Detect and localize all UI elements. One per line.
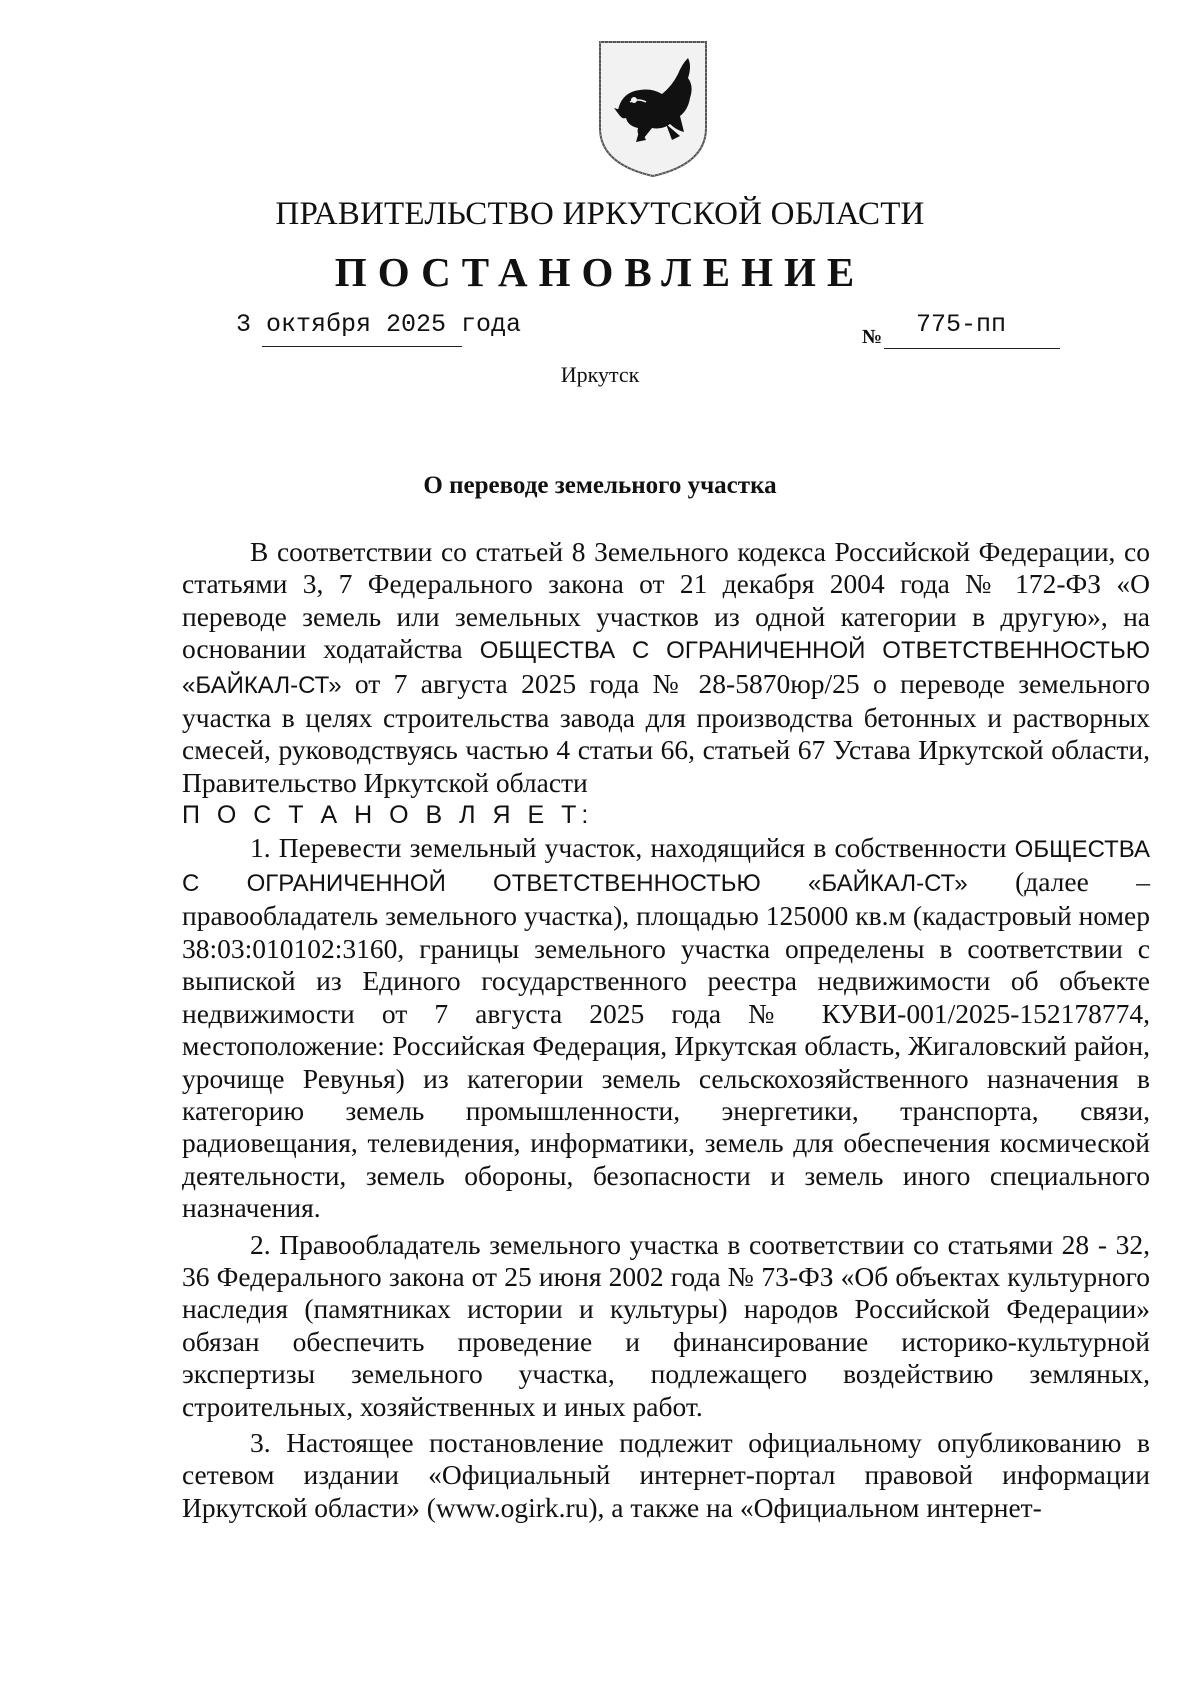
document-date: 3 октября 2025 года [236,310,522,339]
number-underline [884,348,1060,349]
preamble-text-1: В соответствии со статьей 8 Земельного кодекса Российской Федерации, со статьями 3, 7 Федерального закона от 21 декабря 2004 года № 172-ФЗ «О переводе земель или земельных участков из одной категории в другую», на основании ходатайства [182,536,1150,665]
number-sign: № [862,326,883,348]
date-underline [262,346,462,347]
preamble-paragraph [182,536,1150,799]
city-name: Иркутск [560,362,640,387]
document-title: О переводе земельного участка [423,472,777,499]
item-1-paragraph [182,832,1150,1225]
coat-of-arms-icon [596,36,710,180]
item-1-org-name: ОБЩЕСТВА С ОГРАНИЧЕННОЙ ОТВЕТСТВЕННОСТЬЮ «БАЙКАЛ-СТ» [182,835,1151,898]
document-body [182,536,1150,1524]
preamble-text-2: от 7 августа 2025 года № 28-5870юр/25 о переводе земельного участка в целях строительства завода для производства бетонных и растворных смесей, руководствуясь частью 4 статьи 66, статьей 67 Устава Иркутской области, Правительство Иркутской области [182,667,1150,798]
document-number: 775-пп [916,310,1007,339]
item-1-text: (далее – правообладатель земельного участка), площадью 125000 кв.м (кадастровый номер 38:03:010102:3160, границы земельного участка определены в соответствии с выпиской из Единого государственного реестра недвижимости об объекте недвижимости от 7 августа 2025 года № КУВИ-001/2025-152178774, местоположение: Российская Федерация, Иркутская область, Жигаловский район, урочище Ревунья) из категории земель сельскохозяйственного назначения в категорию земель промышленности, энергетики, транспорта, связи, радиовещания, телевидения, информатики, земель для обеспечения космической деятельности, земель обороны, безопасности и земель иного специального назначения. [182,866,1151,1224]
preamble-org-name: ОБЩЕСТВА С ОГРАНИЧЕННОЙ ОТВЕТСТВЕННОСТЬЮ «БАЙКАЛ-СТ» [182,637,1151,699]
organization-name: ПРАВИТЕЛЬСТВО ИРКУТСКОЙ ОБЛАСТИ [275,196,925,232]
resolve-word: П О С Т А Н О В Л Я Е Т: [182,801,594,830]
document-type: ПОСТАНОВЛЕНИЕ [334,249,866,295]
item-1-lead: 1. Перевести земельный участок, находящийся в собственности [250,831,1007,863]
item-3-paragraph: 3. Настоящее постановление подлежит официальному опубликованию в сетевом издании «Официальный интернет-портал правовой информации Иркутской области» (www.ogirk.ru), а также на «Официальном интернет- [182,1426,1150,1523]
item-2-paragraph: 2. Правообладатель земельного участка в соответствии со статьями 28 - 32, 36 Федерального закона от 25 июня 2002 года № 73-ФЗ «Об объектах культурного наследия (памятниках истории и культуры) народов Российской Федерации» обязан обеспечить проведение и финансирование историко-культурной экспертизы земельного участка, подлежащего воздействию земляных, строительных, хозяйственных и иных работ. [182,1228,1150,1422]
